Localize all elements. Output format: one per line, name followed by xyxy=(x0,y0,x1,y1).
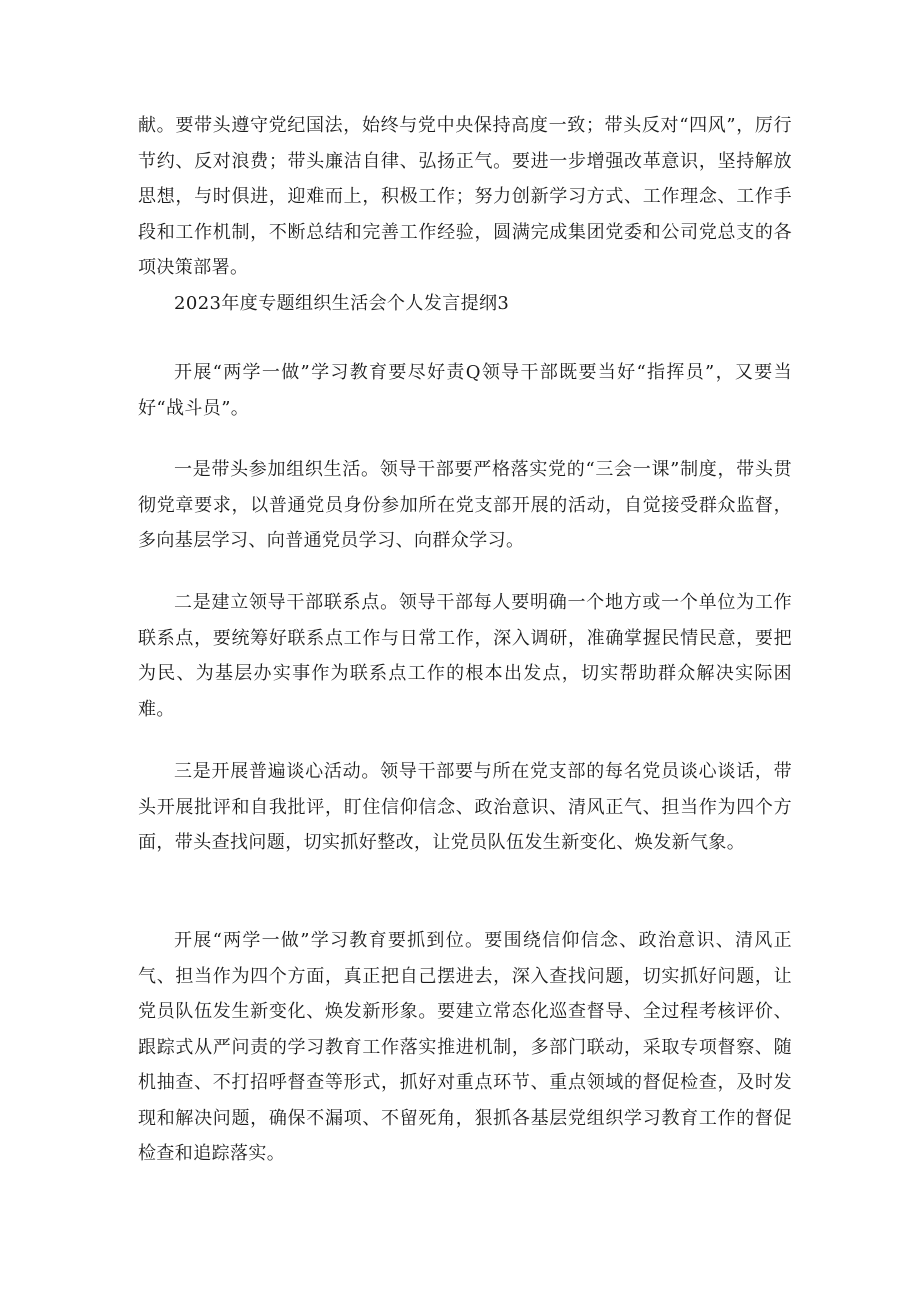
paragraph-point-three: 三是开展普遍谈心活动。领导干部要与所在党支部的每名党员谈心谈话，带头开展批评和自我批评，盯住信仰信念、政治意识、清风正气、担当作为四个方面，带头查找问题，切实抓好整改，让党员队伍发生新变化、焕发新气象。 xyxy=(138,761,792,853)
paragraph-point-two: 二是建立领导干部联系点。领导干部每人要明确一个地方或一个单位为工作联系点，要统筹好联系点工作与日常工作，深入调研，准确掌握民情民意，要把为民、为基层办实事作为联系点工作的根本出发点，切实帮助群众解决实际困难。 xyxy=(138,592,792,720)
paragraph-continuation: 献。要带头遵守党纪国法，始终与党中央保持高度一致；带头反对“四风”，厉行节约、反对浪费；带头廉洁自律、弘扬正气。要进一步增强改革意识，坚持解放思想，与时俱进，迎难而上，积极工作；努力创新学习方式、工作理念、工作手段和工作机制，不断总结和完善工作经验，圆满完成集团党委和公司党总支的各项决策部署。 xyxy=(138,115,792,278)
paragraph-intro: 开展“两学一做”学习教育要尽好责Q领导干部既要当好“指挥员”，又要当好“战斗员”。 xyxy=(138,362,792,419)
paragraph-point-one: 一是带头参加组织生活。领导干部要严格落实党的“三会一课”制度，带头贯彻党章要求，以普通党员身份参加所在党支部开展的活动，自觉接受群众监督，多向基层学习、向普通党员学习、向群众学习。 xyxy=(138,459,792,551)
section-heading: 2023年度专题组织生活会个人发言提纲3 xyxy=(174,293,510,314)
paragraph-implementation: 开展“两学一做”学习教育要抓到位。要围绕信仰信念、政治意识、清风正气、担当作为四个方面，真正把自己摆进去，深入查找问题，切实抓好问题，让党员队伍发生新变化、焕发新形象。要建立常态化巡查督导、全过程考核评价、跟踪式从严问责的学习教育工作落实推进机制，多部门联动，采取专项督察、随机抽查、不打招呼督查等形式，抓好对重点环节、重点领域的督促检查，及时发现和解决问题，确保不漏项、不留死角，狠抓各基层党组织学习教育工作的督促检查和追踪落实。 xyxy=(138,930,792,1164)
